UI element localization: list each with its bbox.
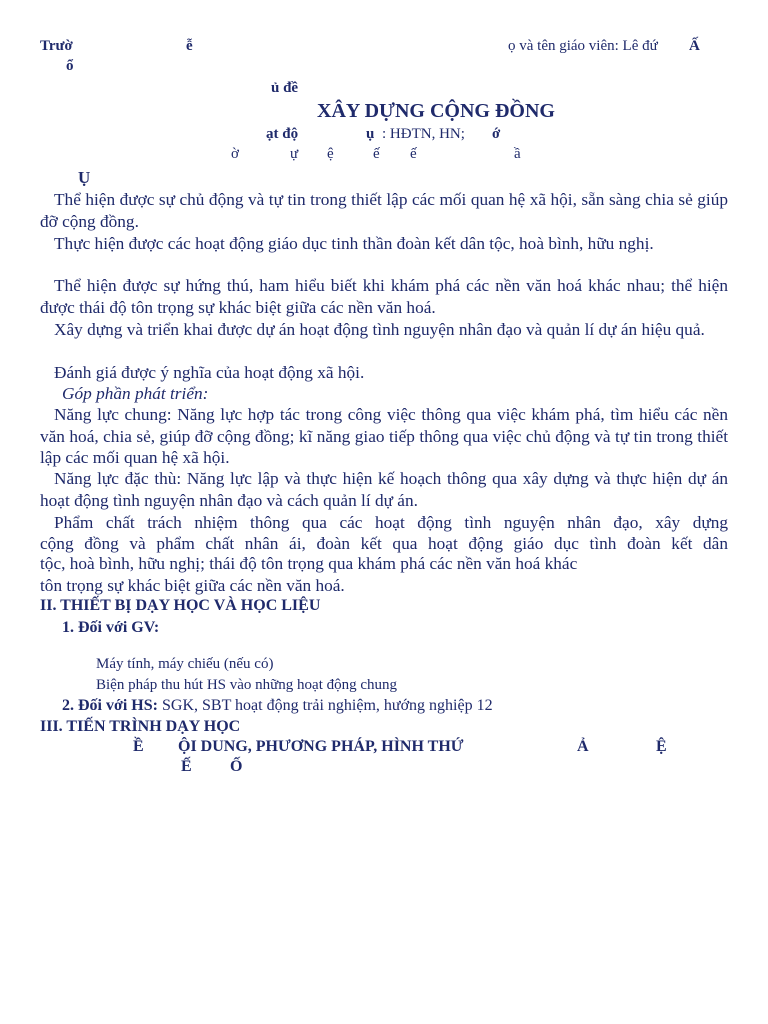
process-heading: III. TIẾN TRÌNH DẠY HỌC [40, 718, 241, 735]
equipment-heading: II. THIẾT BỊ DẠY HỌC VÀ HỌC LIỆU [40, 597, 321, 614]
time-fragment: ờ [231, 146, 239, 162]
student-equipment [62, 697, 493, 715]
qualities-line: cộng đồng và phẩm chất nhân ái, đoàn kết qua hoạt động giáo dục tình đoàn kết dân [40, 534, 728, 553]
objective-item: Xây dựng và triển khai được dự án hoạt động tình nguyện nhân đạo và quản lí dự án hiệu quả. [54, 320, 705, 339]
qualities-line: Phẩm chất trách nhiệm thông qua các hoạt động tình nguyện nhân đạo, xây dựng [54, 513, 728, 532]
specific-competence: Năng lực đặc thù: Năng lực lập và thực hiện kế hoạch thông qua xây dựng và thực hiện dự án hoạt động tình nguyện nhân đạo và cách quản lí dự án. [40, 469, 728, 510]
school-name-fragment-2: ễ [186, 38, 193, 54]
activity-type: : HĐTN, HN; [382, 126, 465, 142]
process-sub-fragment: Ố [230, 758, 243, 775]
objectives-heading-fragment: Ụ [78, 168, 91, 187]
process-sub-heading: ỘI DUNG, PHƯƠNG PHÁP, HÌNH THỨ [178, 738, 464, 755]
objective-item: Thể hiện được sự chủ động và tự tin trong thiết lập các mối quan hệ xã hội, sẵn sàng chia sẻ giúp đỡ cộng đồng. [40, 190, 728, 231]
process-sub-fragment: Ệ [656, 738, 667, 755]
objective-item: Đánh giá được ý nghĩa của hoạt động xã hội. [54, 363, 365, 382]
activity-tail: ớ [492, 126, 501, 142]
school-name-fragment-3: ổ [66, 58, 74, 74]
time-fragment: ệ [327, 146, 334, 162]
teacher-name-tail: Ấ [689, 38, 700, 54]
teacher-equipment-item: Máy tính, máy chiếu (nếu có) [96, 656, 274, 672]
teacher-equipment-item: Biện pháp thu hút HS vào những hoạt động chung [96, 677, 398, 693]
process-sub-fragment: Ế [181, 758, 192, 775]
school-name-fragment: Trườ [40, 38, 73, 54]
general-competence: Năng lực chung: Năng lực hợp tác trong công việc thông qua việc khám phá, tìm hiểu các nền văn hoá, chia sẻ, giúp đỡ cộng đồng; kĩ năng giao tiếp thông qua việc chủ động và tự tin trong thiết lập các mối quan hệ xã hội. [40, 405, 728, 468]
objective-item: Thực hiện được các hoạt động giáo dục tinh thần đoàn kết dân tộc, hoà bình, hữu nghị. [54, 234, 654, 253]
time-fragment: ế [410, 146, 417, 162]
teacher-name: ọ và tên giáo viên: Lê đứ [508, 38, 658, 54]
process-sub-fragment: Ả [577, 738, 589, 755]
time-fragment: ầ [514, 146, 521, 162]
time-fragment: ế [373, 146, 380, 162]
development-label: Góp phần phát triển: [62, 384, 209, 403]
time-fragment: ự [290, 146, 299, 162]
qualities-line: tôn trọng sự khác biệt giữa các nền văn hoá. [40, 576, 345, 595]
objective-item: Thể hiện được sự hứng thú, ham hiểu biết khi khám phá các nền văn hoá khác nhau; thể hiện được thái độ tôn trọng sự khác biệt giữa các nền văn hoá. [40, 276, 728, 317]
teacher-equipment-label: 1. Đối với GV: [62, 619, 160, 636]
topic-label: ủ đề [271, 80, 299, 96]
process-sub-fragment: Ề [133, 738, 144, 755]
activity-fragment-1: ạt độ [266, 126, 299, 142]
activity-fragment-2: ụ [366, 126, 375, 142]
student-equipment-text: SGK, SBT hoạt động trải nghiệm, hướng nghiệp 12 [161, 697, 493, 714]
qualities-line: tộc, hoà bình, hữu nghị; thái độ tôn trọng qua khám phá các nền văn hoá khác [40, 554, 578, 573]
student-equipment-label: 2. Đối với HS: [62, 697, 158, 714]
lesson-title: XÂY DỰNG CỘNG ĐỒNG [317, 100, 555, 122]
